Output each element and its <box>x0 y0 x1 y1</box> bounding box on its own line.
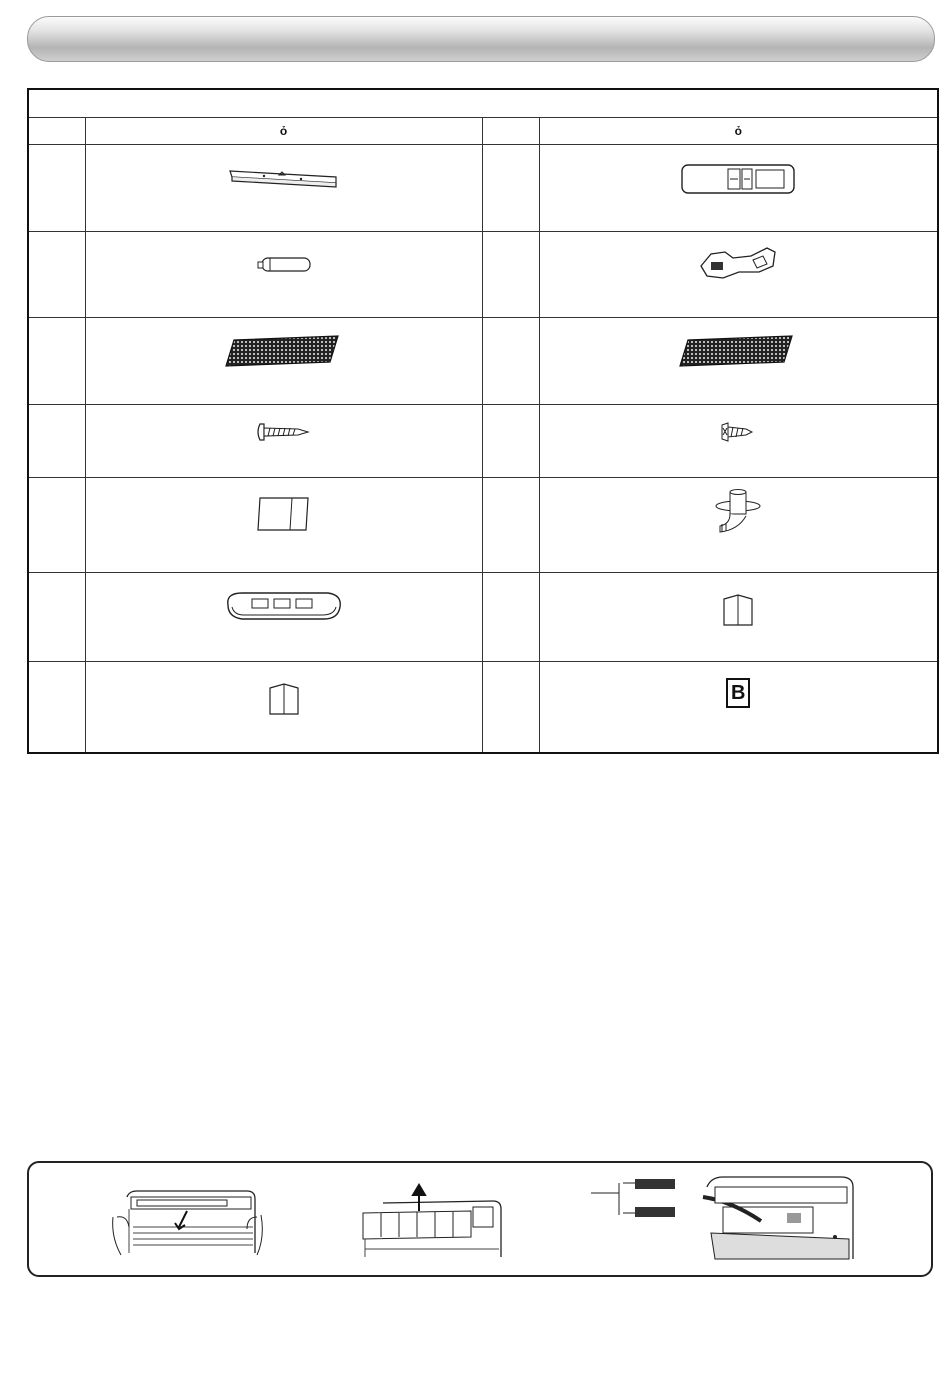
item-cell <box>539 662 938 753</box>
remote-holder-icon <box>693 242 783 286</box>
open-front-panel-icon <box>107 1187 267 1259</box>
column-header-name: ỏ <box>539 118 938 145</box>
table-row <box>28 318 938 405</box>
item-number <box>482 145 539 232</box>
booklet-icon <box>720 589 756 629</box>
column-header-no <box>482 118 539 145</box>
insulation-sheet-icon <box>254 494 314 534</box>
wood-screw-icon <box>718 421 758 443</box>
table-row <box>28 232 938 318</box>
mounting-plate-icon <box>224 163 344 193</box>
drain-elbow-icon <box>708 488 768 536</box>
item-number <box>28 662 85 753</box>
item-number <box>28 405 85 478</box>
item-number <box>482 405 539 478</box>
table-row <box>28 573 938 662</box>
column-header-name: ỏ <box>85 118 482 145</box>
booklet-icon <box>266 678 302 718</box>
item-cell <box>85 318 482 405</box>
item-cell <box>539 232 938 318</box>
section-header-bar <box>27 16 935 62</box>
item-cell <box>85 573 482 662</box>
accessories-table <box>27 88 939 754</box>
item-number <box>482 573 539 662</box>
table-row <box>28 662 938 753</box>
remote-control-icon <box>678 159 798 199</box>
item-cell <box>85 662 482 753</box>
item-cell <box>85 232 482 318</box>
remove-filter-icon <box>359 1177 509 1259</box>
table-title <box>28 89 938 118</box>
item-cell <box>85 478 482 573</box>
filter-frame-icon <box>222 587 346 625</box>
label-b-text: B <box>731 682 746 704</box>
item-cell <box>539 573 938 662</box>
table-row <box>28 405 938 478</box>
table-row <box>28 478 938 573</box>
attach-filter-icon <box>591 1173 861 1261</box>
item-cell <box>539 318 938 405</box>
item-cell <box>539 405 938 478</box>
table-row <box>28 145 938 232</box>
item-number <box>28 145 85 232</box>
air-filter-icon <box>224 332 344 372</box>
item-number <box>28 573 85 662</box>
item-cell <box>85 405 482 478</box>
item-number <box>482 662 539 753</box>
item-number <box>28 232 85 318</box>
table-header-row <box>28 118 938 145</box>
item-number <box>28 318 85 405</box>
item-number <box>482 318 539 405</box>
table-title-row <box>28 89 938 118</box>
item-number <box>28 478 85 573</box>
item-cell <box>539 478 938 573</box>
label-b-icon <box>726 678 750 708</box>
item-cell <box>539 145 938 232</box>
filter-install-panel <box>27 1161 933 1277</box>
column-header-no <box>28 118 85 145</box>
battery-icon <box>254 254 314 276</box>
item-number <box>482 478 539 573</box>
mounting-screw-icon <box>254 421 314 443</box>
air-filter-icon <box>678 332 798 372</box>
item-cell <box>85 145 482 232</box>
item-number <box>482 232 539 318</box>
